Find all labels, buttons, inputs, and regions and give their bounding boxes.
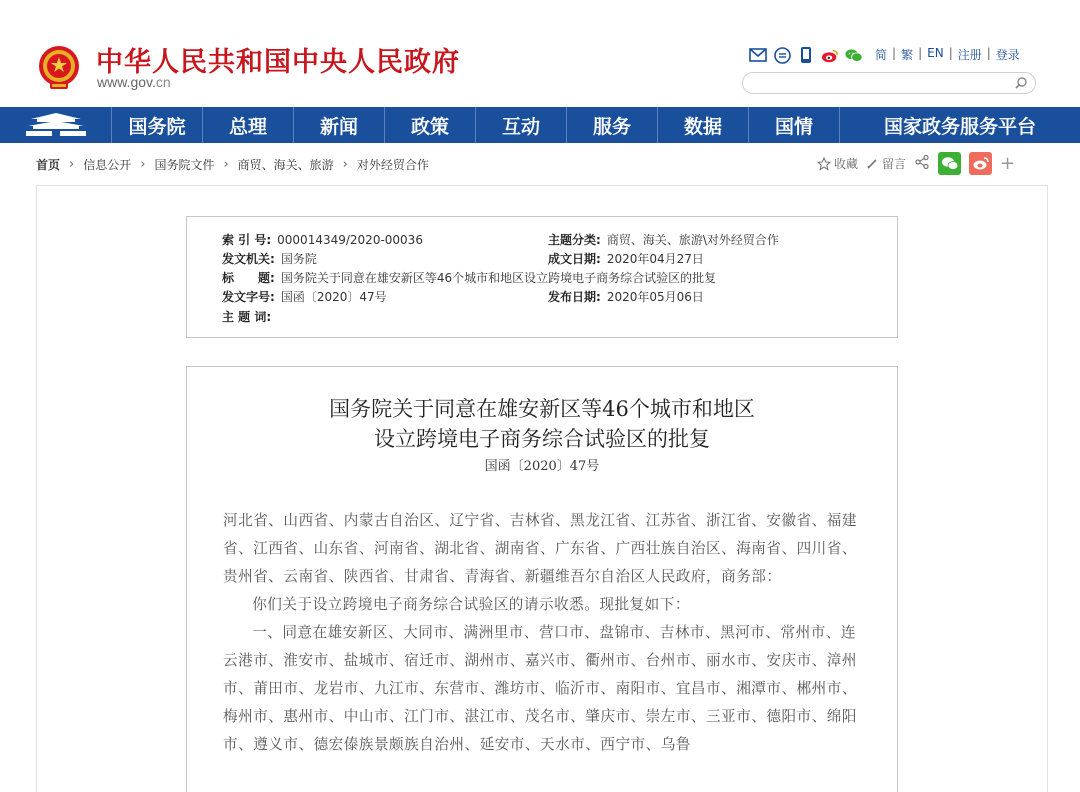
nav-item-service-platform[interactable]: 国家政务服务平台 bbox=[883, 115, 1036, 138]
share-weibo-button[interactable] bbox=[969, 152, 992, 175]
header-tools bbox=[749, 45, 863, 65]
breadcrumb-state-council-docs[interactable]: 国务院文件 bbox=[154, 158, 215, 172]
document-meta-table bbox=[186, 216, 898, 338]
meta-value: 2020年04月27日 bbox=[606, 252, 704, 266]
breadcrumb-info-public[interactable]: 信息公开 bbox=[83, 158, 132, 172]
register-link[interactable]: 注册 bbox=[957, 48, 982, 62]
meta-value: 2020年05月06日 bbox=[606, 290, 704, 304]
chevron-right-icon: › bbox=[140, 157, 146, 172]
lang-english-link[interactable]: EN bbox=[927, 46, 944, 60]
main-nav bbox=[0, 107, 1080, 143]
meta-issuer-row bbox=[222, 250, 317, 267]
separator: | bbox=[892, 46, 897, 60]
meta-title-row bbox=[222, 269, 716, 286]
meta-label: 主题分类: bbox=[548, 233, 601, 247]
weibo-icon[interactable] bbox=[821, 46, 839, 64]
document-recipients: 河北省、山西省、内蒙古自治区、辽宁省、吉林省、黑龙江省、江苏省、浙江省、安徽省、福建省、江西省、山东省、河南省、湖北省、湖南省、广东省、广西壮族自治区、海南省、四川省、贵州省、云南省、陕西省、甘肃省、青海省、新疆维吾尔自治区人民政府，商务部： bbox=[223, 512, 857, 585]
comment-button[interactable] bbox=[866, 155, 906, 172]
document-paragraph: 一、同意在雄安新区、大同市、满洲里市、营口市、盘锦市、吉林市、黑河市、常州市、连云港市、淮安市、盐城市、宿迁市、湖州市、嘉兴市、衢州市、台州市、丽水市、安庆市、漳州市、莆田市、龙岩市、九江市、东营市、潍坊市、临沂市、南阳市、宜昌市、湘潭市、郴州市、梅州市、惠州市、中山市、江门市、湛江市、茂名市、肇庆市、崇左市、三亚市、德阳市、绵阳市、遵义市、德宏傣族景颇族自治州、延安市、天水市、西宁市、乌鲁 bbox=[223, 624, 857, 753]
meta-label: 标 题: bbox=[222, 271, 275, 285]
meta-value: 国务院关于同意在雄安新区等46个城市和地区设立跨境电子商务综合试验区的批复 bbox=[280, 271, 717, 285]
meta-keywords-row bbox=[222, 308, 277, 325]
breadcrumb bbox=[36, 156, 429, 173]
meta-value: 000014349/2020-00036 bbox=[277, 233, 423, 247]
document-text bbox=[223, 507, 863, 759]
language-links bbox=[875, 46, 1020, 63]
more-share-icon[interactable]: + bbox=[1000, 152, 1016, 174]
separator: | bbox=[986, 46, 991, 60]
favorite-label: 收藏 bbox=[834, 157, 859, 171]
tiananmen-icon bbox=[25, 112, 87, 138]
mail-icon[interactable] bbox=[749, 46, 767, 64]
mobile-icon[interactable] bbox=[797, 46, 815, 64]
chevron-right-icon: › bbox=[69, 157, 75, 172]
chevron-right-icon: › bbox=[342, 157, 348, 172]
meta-label: 主 题 词: bbox=[222, 310, 272, 324]
rss-icon[interactable] bbox=[773, 46, 791, 64]
meta-published-row bbox=[548, 288, 704, 305]
search-icon[interactable] bbox=[1013, 75, 1029, 91]
national-emblem-icon[interactable] bbox=[36, 44, 82, 92]
meta-label: 发文字号: bbox=[222, 290, 275, 304]
separator: | bbox=[948, 46, 953, 60]
site-title[interactable]: 中华人民共和国中央人民政府 bbox=[96, 47, 460, 78]
pencil-icon bbox=[866, 157, 879, 170]
wechat-icon[interactable] bbox=[845, 46, 863, 64]
document-title-line1: 国务院关于同意在雄安新区等46个城市和地区 bbox=[329, 397, 755, 421]
nav-item-services[interactable]: 服务 bbox=[567, 107, 658, 143]
nav-item-policy[interactable]: 政策 bbox=[385, 107, 476, 143]
share-icon[interactable] bbox=[914, 154, 930, 173]
article-actions bbox=[817, 152, 1015, 175]
site-url-tld: cn bbox=[155, 74, 171, 90]
wechat-icon bbox=[941, 156, 959, 171]
nav-item-news[interactable]: 新闻 bbox=[294, 107, 385, 143]
meta-value: 商贸、海关、旅游\对外经贸合作 bbox=[606, 233, 779, 247]
meta-value: 国函〔2020〕47号 bbox=[280, 290, 387, 304]
document-paragraph: 你们关于设立跨境电子商务综合试验区的请示收悉。现批复如下： bbox=[252, 596, 690, 613]
separator: | bbox=[918, 46, 923, 60]
comment-label: 留言 bbox=[882, 157, 907, 171]
nav-item-national-info[interactable]: 国情 bbox=[749, 107, 840, 143]
lang-simplified-link[interactable]: 简 bbox=[875, 48, 888, 62]
meta-label: 发布日期: bbox=[548, 290, 601, 304]
meta-docno-row bbox=[222, 288, 387, 305]
document-number: 国函〔2020〕47号 bbox=[484, 459, 600, 474]
nav-item-premier[interactable]: 总理 bbox=[203, 107, 294, 143]
document-title-line2: 设立跨境电子商务综合试验区的批复 bbox=[374, 427, 710, 451]
favorite-button[interactable] bbox=[817, 155, 858, 172]
site-url-main: www.gov. bbox=[97, 74, 156, 90]
search-box bbox=[742, 72, 1036, 94]
document-body bbox=[186, 366, 898, 792]
nav-item-state-council[interactable]: 国务院 bbox=[112, 107, 203, 143]
meta-value: 国务院 bbox=[280, 252, 317, 266]
meta-topic-row bbox=[548, 231, 779, 248]
meta-created-row bbox=[548, 250, 704, 267]
breadcrumb-home[interactable]: 首页 bbox=[36, 158, 61, 172]
breadcrumb-trade-customs-tourism[interactable]: 商贸、海关、旅游 bbox=[237, 158, 334, 172]
nav-item-interaction[interactable]: 互动 bbox=[476, 107, 567, 143]
nav-item-data[interactable]: 数据 bbox=[658, 107, 749, 143]
meta-label: 发文机关: bbox=[222, 252, 275, 266]
meta-label: 成文日期: bbox=[548, 252, 601, 266]
meta-index-row bbox=[222, 231, 423, 248]
chevron-right-icon: › bbox=[223, 157, 229, 172]
share-wechat-button[interactable] bbox=[938, 152, 961, 175]
search-input[interactable] bbox=[753, 74, 1013, 94]
lang-traditional-link[interactable]: 繁 bbox=[901, 48, 914, 62]
weibo-icon bbox=[972, 156, 990, 171]
login-link[interactable]: 登录 bbox=[995, 48, 1020, 62]
meta-label: 索 引 号: bbox=[222, 233, 272, 247]
breadcrumb-foreign-trade[interactable]: 对外经贸合作 bbox=[356, 158, 429, 172]
site-header bbox=[0, 0, 1080, 107]
nav-home[interactable] bbox=[0, 107, 112, 143]
star-icon bbox=[817, 157, 831, 171]
site-url[interactable] bbox=[97, 74, 171, 90]
